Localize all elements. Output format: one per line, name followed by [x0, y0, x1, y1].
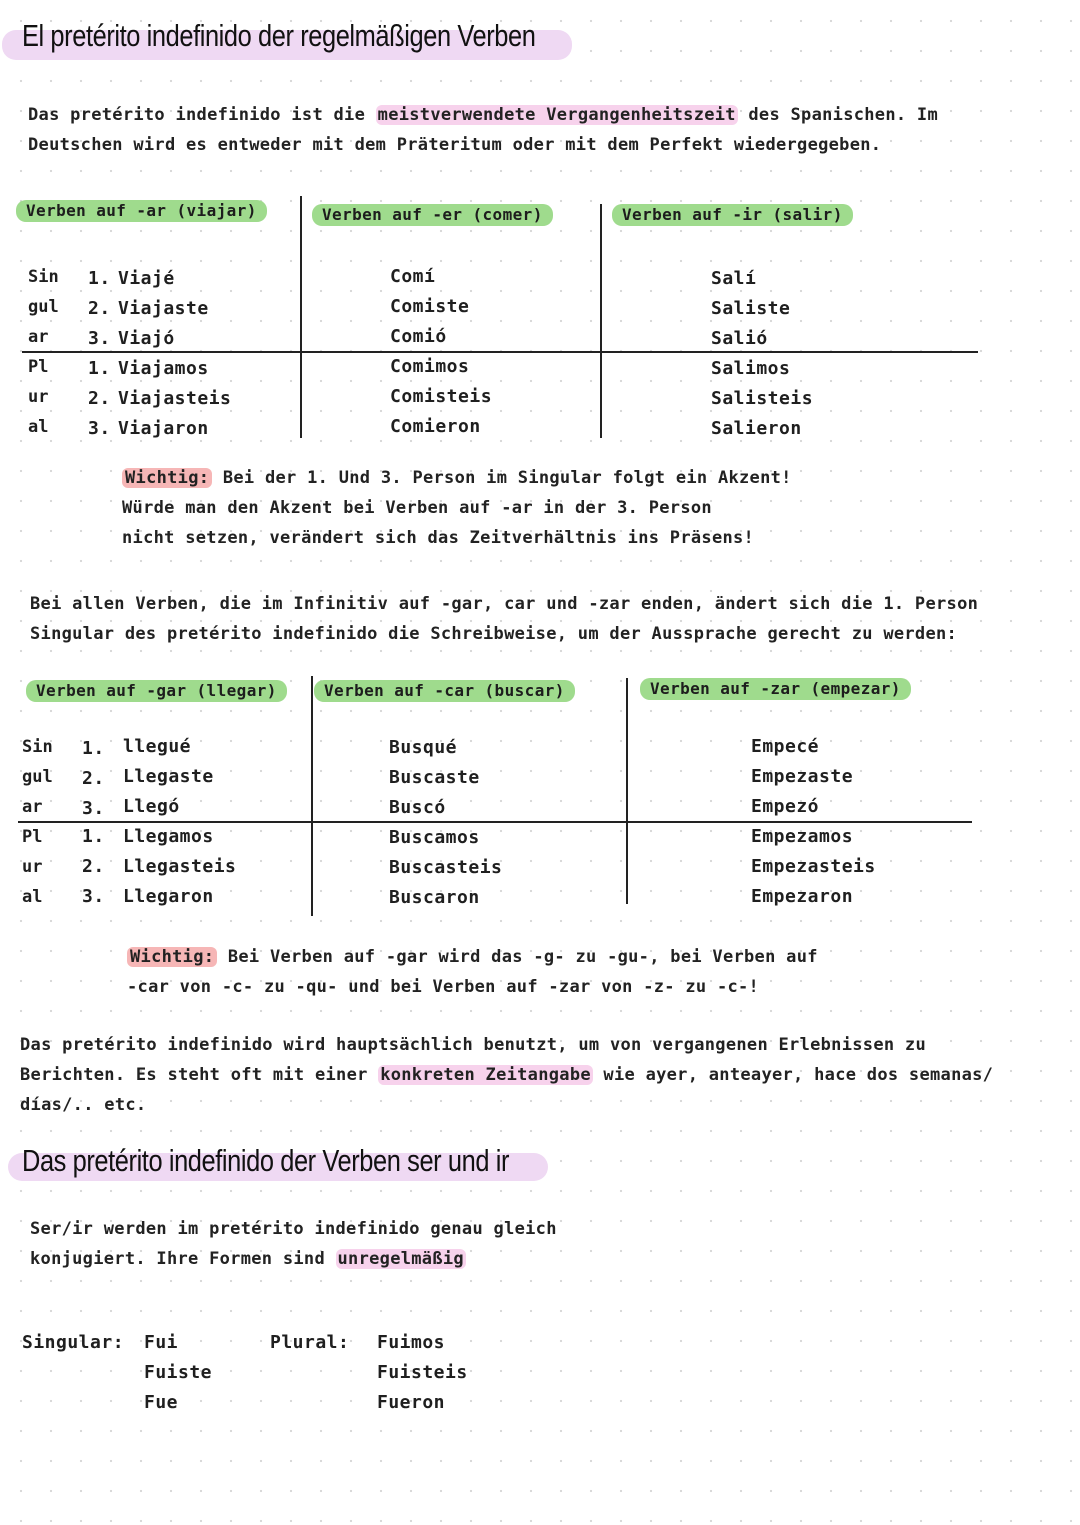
- side-label: Pl: [22, 827, 43, 847]
- verb-form: Salió: [711, 328, 768, 349]
- person-number: 1.: [82, 826, 105, 847]
- verb-form: Salieron: [711, 418, 802, 439]
- verb-form: Empezaste: [751, 766, 854, 787]
- verb-form: Viajasteis: [118, 388, 232, 409]
- verb-form: Llegó: [123, 796, 180, 817]
- verb-form: Comisteis: [390, 386, 493, 407]
- verb-form: Viajé: [118, 268, 175, 289]
- side-label: ur: [22, 857, 43, 877]
- verb-form: Buscó: [389, 797, 446, 818]
- intro-line2: Deutschen wird es entweder mit dem Präteritum oder mit dem Perfekt wiedergegeben.: [28, 135, 882, 155]
- paragraph-usage: [20, 1030, 993, 1120]
- person-number: 2.: [82, 856, 105, 877]
- paragraph-ser-ir: [30, 1214, 557, 1274]
- para3-line3: días/.. etc.: [20, 1095, 147, 1115]
- note1-label: Wichtig:: [122, 468, 212, 488]
- verb-form: Salimos: [711, 358, 791, 379]
- verb-form: Fueron: [377, 1392, 446, 1413]
- side-label: ar: [22, 797, 43, 817]
- table2-header-zar: Verben auf -zar (empezar): [640, 678, 911, 700]
- person-number: 3.: [82, 886, 105, 907]
- para4-line1: Ser/ir werden im pretérito indefinido genau gleich: [30, 1219, 557, 1239]
- side-label: Sin: [28, 267, 59, 287]
- verb-form: Viajaste: [118, 298, 209, 319]
- para4-line2a: konjugiert. Ihre Formen sind: [30, 1249, 336, 1269]
- note2-line2: -car von -c- zu -qu- und bei Verben auf -zar von -z- zu -c-!: [127, 977, 760, 997]
- person-number: 3.: [88, 418, 111, 439]
- verb-form: Empezaron: [751, 886, 854, 907]
- para2-line1: Bei allen Verben, die im Infinitiv auf -gar, car und -zar enden, ändert sich die 1. Person: [30, 594, 979, 614]
- side-label: ur: [28, 387, 49, 407]
- verb-form: Buscasteis: [389, 857, 503, 878]
- verb-form: Viajaron: [118, 418, 209, 439]
- para3-highlight: konkreten Zeitangabe: [380, 1065, 591, 1085]
- person-number: 2.: [82, 768, 105, 789]
- intro-paragraph: [28, 100, 938, 160]
- verb-form: Comimos: [390, 356, 470, 377]
- verb-form: Viajamos: [118, 358, 209, 379]
- side-label: Sin: [22, 737, 53, 757]
- verb-form: Comieron: [390, 416, 481, 437]
- verb-form: Saliste: [711, 298, 791, 319]
- verb-form: Empezó: [751, 796, 820, 817]
- person-number: 2.: [88, 298, 111, 319]
- verb-form: Salisteis: [711, 388, 814, 409]
- verb-form: Fue: [144, 1392, 179, 1413]
- note1-line1: Bei der 1. Und 3. Person im Singular folgt ein Akzent!: [212, 468, 792, 488]
- person-number: 1.: [82, 738, 105, 759]
- intro-highlight: meistverwendete Vergangenheitszeit: [377, 105, 736, 125]
- verb-form: llegué: [123, 736, 192, 757]
- plural-label: Plural:: [270, 1332, 350, 1353]
- side-label: gul: [22, 767, 53, 787]
- table2-sing-plural-divider: [18, 821, 972, 823]
- singular-label: Singular:: [22, 1332, 125, 1353]
- table2-header-car: Verben auf -car (buscar): [314, 680, 575, 702]
- verb-form: Buscamos: [389, 827, 480, 848]
- verb-form: Llegasteis: [123, 856, 237, 877]
- note1-line3: nicht setzen, verändert sich das Zeitverhältnis ins Präsens!: [122, 528, 755, 548]
- note2-label: Wichtig:: [127, 947, 217, 967]
- paragraph-spelling-change: [30, 589, 978, 649]
- verb-form: Fuimos: [377, 1332, 446, 1353]
- table1-sing-plural-divider: [22, 351, 978, 353]
- note1: [122, 463, 792, 553]
- verb-form: Comiste: [390, 296, 470, 317]
- side-label: al: [28, 417, 49, 437]
- verb-form: Llegamos: [123, 826, 214, 847]
- verb-form: Empezamos: [751, 826, 854, 847]
- table1-header-er: Verben auf -er (comer): [312, 204, 553, 226]
- verb-form: Salí: [711, 268, 757, 289]
- verb-form: Empecé: [751, 736, 820, 757]
- para4-highlight: unregelmäßig: [337, 1249, 464, 1269]
- person-number: 1.: [88, 268, 111, 289]
- table1-divider-2: [600, 204, 602, 438]
- table2-divider-2: [626, 678, 628, 904]
- para2-line2: Singular des pretérito indefinido die Schreibweise, um der Aussprache gerecht zu werden:: [30, 624, 958, 644]
- verb-form: Fuiste: [144, 1362, 213, 1383]
- verb-form: Comió: [390, 326, 447, 347]
- para3-line2a: Berichten. Es steht oft mit einer: [20, 1065, 379, 1085]
- verb-form: Empezasteis: [751, 856, 876, 877]
- verb-form: Comí: [390, 266, 436, 287]
- note2: [127, 942, 818, 1002]
- side-label: al: [22, 887, 43, 907]
- section-title-ser-ir: Das pretérito indefinido der Verben ser und ir: [22, 1143, 510, 1178]
- page-title: El pretérito indefinido der regelmäßigen Verben: [22, 18, 536, 53]
- para3-line1: Das pretérito indefinido wird hauptsächlich benutzt, um von vergangenen Erlebnissen zu: [20, 1035, 926, 1055]
- verb-form: Buscaron: [389, 887, 480, 908]
- note2-line1: Bei Verben auf -gar wird das -g- zu -gu-, bei Verben auf: [217, 947, 818, 967]
- table1-header-ir: Verben auf -ir (salir): [612, 204, 853, 226]
- table1-divider-1: [300, 196, 302, 438]
- person-number: 3.: [82, 798, 105, 819]
- person-number: 2.: [88, 388, 111, 409]
- table2-divider-1: [311, 676, 313, 916]
- person-number: 3.: [88, 328, 111, 349]
- intro-line1c: des Spanischen. Im: [737, 105, 939, 125]
- side-label: Pl: [28, 357, 49, 377]
- side-label: ar: [28, 327, 49, 347]
- verb-form: Fuisteis: [377, 1362, 468, 1383]
- verb-form: Fui: [144, 1332, 179, 1353]
- verb-form: Llegaron: [123, 886, 214, 907]
- verb-form: Llegaste: [123, 766, 214, 787]
- verb-form: Viajó: [118, 328, 175, 349]
- side-label: gul: [28, 297, 59, 317]
- table2-header-gar: Verben auf -gar (llegar): [26, 680, 287, 702]
- verb-form: Buscaste: [389, 767, 480, 788]
- verb-form: Busqué: [389, 737, 458, 758]
- table1-header-ar: Verben auf -ar (viajar): [16, 200, 267, 222]
- note1-line2: Würde man den Akzent bei Verben auf -ar in der 3. Person: [122, 498, 712, 518]
- intro-line1a: Das pretérito indefinido ist die: [28, 105, 376, 125]
- person-number: 1.: [88, 358, 111, 379]
- para3-line2c: wie ayer, anteayer, hace dos semanas/: [592, 1065, 994, 1085]
